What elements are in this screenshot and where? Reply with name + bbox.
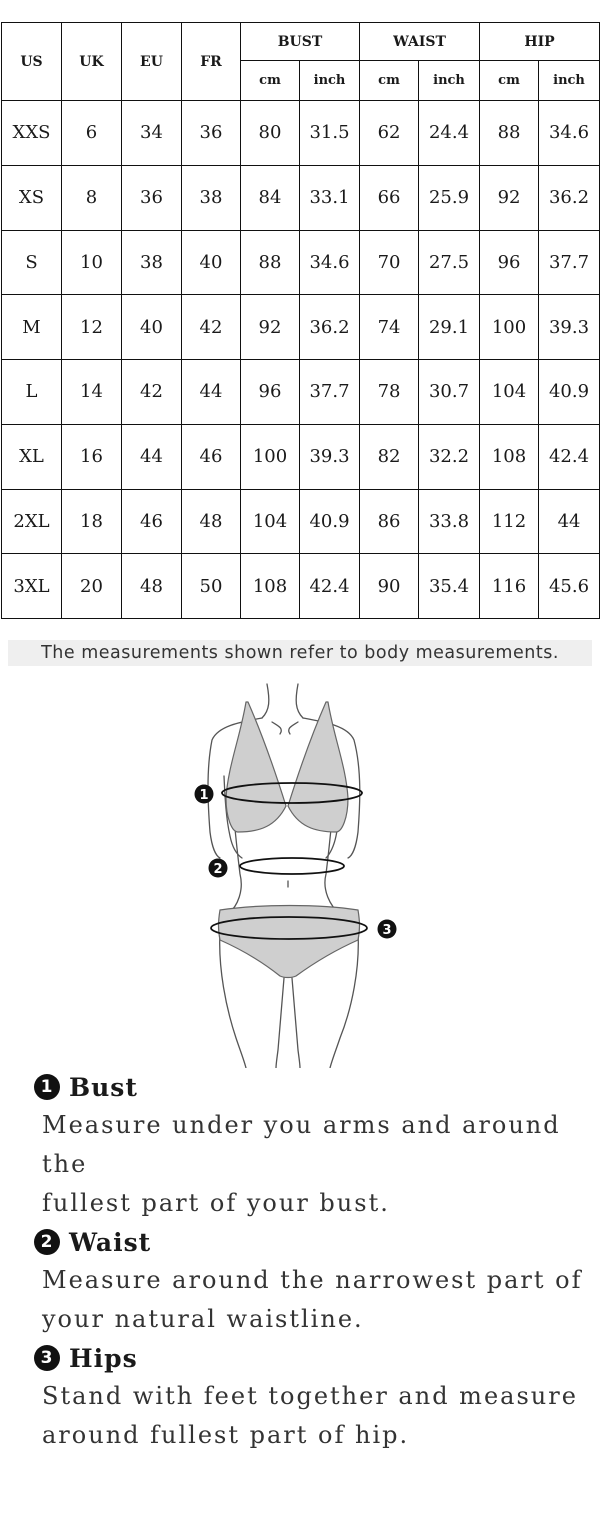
table-row (2, 165, 600, 230)
marker-2-icon (209, 859, 228, 878)
guide-text (42, 1377, 594, 1455)
cell-bust-inch: 42.4 (300, 554, 360, 619)
cell-hip-inch: 45.6 (539, 554, 600, 619)
cell-hip-inch: 40.9 (539, 360, 600, 425)
cell-hip-inch: 44 (539, 489, 600, 554)
cell-waist-cm: 74 (360, 295, 419, 360)
guide-item-bust (34, 1068, 594, 1223)
cell-waist-cm: 62 (360, 101, 419, 166)
cell-us: XS (2, 165, 62, 230)
cell-eu: 38 (122, 230, 182, 295)
guide-text (42, 1106, 594, 1223)
svg-text:1: 1 (199, 788, 209, 803)
svg-text:2: 2 (213, 862, 223, 877)
guide-line: your natural waistline. (42, 1305, 364, 1333)
cell-hip-inch: 42.4 (539, 424, 600, 489)
cell-bust-cm: 88 (241, 230, 300, 295)
cell-eu: 34 (122, 101, 182, 166)
cell-hip-cm: 100 (480, 295, 539, 360)
guide-title (34, 1223, 594, 1261)
body-measurement-figure (180, 678, 420, 1068)
guide-item-waist (34, 1223, 594, 1339)
header-uk: UK (62, 23, 122, 101)
cell-waist-inch: 25.9 (419, 165, 480, 230)
number-3-icon: 3 (34, 1345, 60, 1371)
cell-waist-inch: 35.4 (419, 554, 480, 619)
number-1-icon: 1 (34, 1074, 60, 1100)
cell-hip-inch: 36.2 (539, 165, 600, 230)
cell-eu: 48 (122, 554, 182, 619)
cell-fr: 38 (182, 165, 241, 230)
cell-bust-inch: 40.9 (300, 489, 360, 554)
cell-waist-inch: 30.7 (419, 360, 480, 425)
cell-us: XL (2, 424, 62, 489)
guide-title-text: Hips (69, 1343, 138, 1373)
cell-us: 3XL (2, 554, 62, 619)
cell-waist-cm: 90 (360, 554, 419, 619)
table-row (2, 489, 600, 554)
header-row (2, 23, 600, 61)
guide-line: Measure under you arms and around the (42, 1111, 561, 1178)
cell-us: XXS (2, 101, 62, 166)
cell-bust-cm: 108 (241, 554, 300, 619)
cell-hip-cm: 92 (480, 165, 539, 230)
cell-bust-cm: 104 (241, 489, 300, 554)
cell-hip-cm: 96 (480, 230, 539, 295)
cell-eu: 36 (122, 165, 182, 230)
cell-hip-cm: 116 (480, 554, 539, 619)
cell-uk: 12 (62, 295, 122, 360)
marker-1-icon (195, 785, 214, 804)
guide-line: Measure around the narrowest part of (42, 1266, 583, 1294)
cell-uk: 18 (62, 489, 122, 554)
cell-bust-cm: 92 (241, 295, 300, 360)
cell-uk: 20 (62, 554, 122, 619)
table-row (2, 554, 600, 619)
unit-hip-inch: inch (539, 61, 600, 101)
table-row (2, 424, 600, 489)
cell-bust-inch: 39.3 (300, 424, 360, 489)
cell-fr: 48 (182, 489, 241, 554)
guide-text (42, 1261, 594, 1339)
header-fr: FR (182, 23, 241, 101)
guide-title (34, 1068, 594, 1106)
cell-hip-inch: 39.3 (539, 295, 600, 360)
guide-title-text: Waist (69, 1227, 152, 1257)
header-eu: EU (122, 23, 182, 101)
cell-waist-inch: 24.4 (419, 101, 480, 166)
cell-bust-cm: 96 (241, 360, 300, 425)
cell-waist-cm: 78 (360, 360, 419, 425)
guide-title-text: Bust (69, 1072, 138, 1102)
unit-waist-cm: cm (360, 61, 419, 101)
cell-hip-cm: 108 (480, 424, 539, 489)
size-chart-table (1, 22, 600, 619)
header-waist: WAIST (360, 23, 480, 61)
marker-3-icon (378, 920, 397, 939)
guide-line: Stand with feet together and measure (42, 1382, 578, 1410)
unit-hip-cm: cm (480, 61, 539, 101)
svg-text:3: 3 (382, 923, 392, 938)
header-hip: HIP (480, 23, 600, 61)
cell-hip-inch: 34.6 (539, 101, 600, 166)
cell-eu: 42 (122, 360, 182, 425)
cell-bust-cm: 84 (241, 165, 300, 230)
cell-fr: 42 (182, 295, 241, 360)
cell-fr: 36 (182, 101, 241, 166)
table-row (2, 101, 600, 166)
guide-item-hips (34, 1339, 594, 1455)
cell-hip-cm: 104 (480, 360, 539, 425)
guide-line: around fullest part of hip. (42, 1421, 410, 1449)
cell-waist-inch: 33.8 (419, 489, 480, 554)
cell-fr: 46 (182, 424, 241, 489)
cell-waist-cm: 66 (360, 165, 419, 230)
cell-bust-inch: 37.7 (300, 360, 360, 425)
cell-waist-cm: 82 (360, 424, 419, 489)
cell-uk: 8 (62, 165, 122, 230)
guide-title (34, 1339, 594, 1377)
unit-waist-inch: inch (419, 61, 480, 101)
cell-hip-cm: 112 (480, 489, 539, 554)
cell-uk: 10 (62, 230, 122, 295)
cell-bust-inch: 31.5 (300, 101, 360, 166)
guide-line: fullest part of your bust. (42, 1189, 390, 1217)
cell-bust-inch: 33.1 (300, 165, 360, 230)
cell-uk: 16 (62, 424, 122, 489)
cell-uk: 6 (62, 101, 122, 166)
cell-hip-inch: 37.7 (539, 230, 600, 295)
cell-waist-inch: 27.5 (419, 230, 480, 295)
table-row (2, 230, 600, 295)
cell-us: L (2, 360, 62, 425)
header-bust: BUST (241, 23, 360, 61)
cell-eu: 44 (122, 424, 182, 489)
cell-eu: 46 (122, 489, 182, 554)
cell-fr: 40 (182, 230, 241, 295)
cell-fr: 50 (182, 554, 241, 619)
unit-bust-cm: cm (241, 61, 300, 101)
cell-hip-cm: 88 (480, 101, 539, 166)
cell-waist-inch: 32.2 (419, 424, 480, 489)
cell-us: M (2, 295, 62, 360)
cell-bust-cm: 100 (241, 424, 300, 489)
cell-fr: 44 (182, 360, 241, 425)
header-us: US (2, 23, 62, 101)
cell-us: S (2, 230, 62, 295)
table-row (2, 295, 600, 360)
cell-uk: 14 (62, 360, 122, 425)
table-row (2, 360, 600, 425)
cell-bust-inch: 34.6 (300, 230, 360, 295)
measurement-guide (34, 1068, 594, 1455)
cell-waist-cm: 86 (360, 489, 419, 554)
cell-us: 2XL (2, 489, 62, 554)
cell-waist-cm: 70 (360, 230, 419, 295)
measurement-note: The measurements shown refer to body measurements. (8, 640, 592, 666)
cell-eu: 40 (122, 295, 182, 360)
cell-bust-inch: 36.2 (300, 295, 360, 360)
unit-bust-inch: inch (300, 61, 360, 101)
number-2-icon: 2 (34, 1229, 60, 1255)
cell-bust-cm: 80 (241, 101, 300, 166)
cell-waist-inch: 29.1 (419, 295, 480, 360)
